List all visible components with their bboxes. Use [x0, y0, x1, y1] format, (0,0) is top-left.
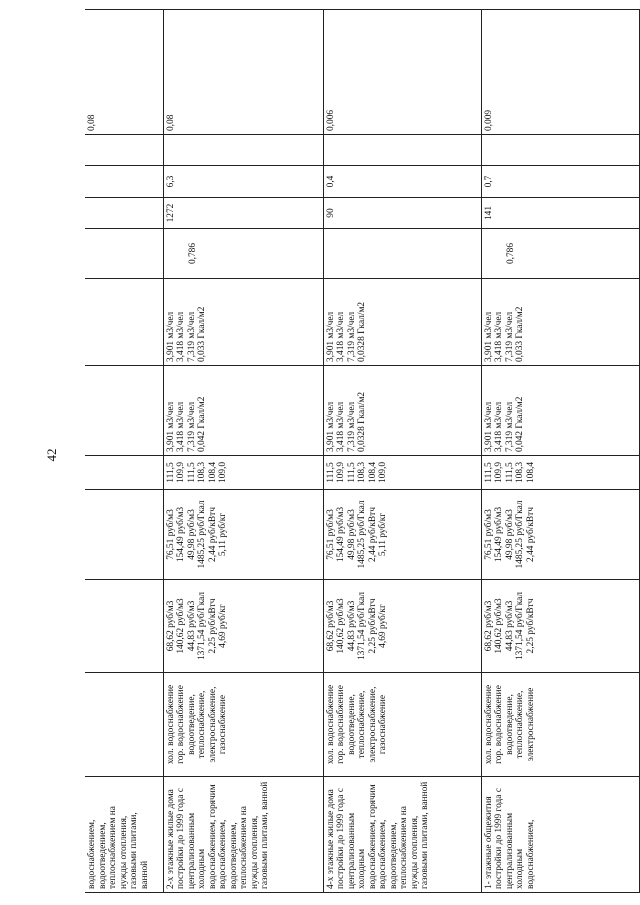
page-number: 42 [44, 448, 59, 462]
row-rate: 0,08 [163, 10, 323, 135]
row-rate: 0,08 [85, 10, 163, 135]
row-rate: 0,006 [323, 10, 481, 135]
row-count: 1272 [163, 198, 323, 229]
row-norms-1: 3,901 м3/чел 3,418 м3/чел 7,319 м3/чел 0,0328 Гкал/м2 [323, 366, 481, 456]
table-row-continued [85, 10, 163, 893]
row-description: 1- этажные общежития постройки до 1999 года с централизованным холодным водоснабжением, [481, 777, 640, 893]
row-norms-2: 3,901 м3/чел 3,418 м3/чел 7,319 м3/чел 0,033 Гкал/м2 [163, 279, 323, 366]
row-index: 111,5 109,9 111,5 108,3 108,4 109,0 [323, 456, 481, 490]
row-tariffs-1: 68,62 руб/м3 140,62 руб/м3 44,83 руб/м3 1371,54 руб/Гкал 2,25 руб/кВтч 4,69 руб/кг [323, 580, 481, 673]
row-norms-2: 3,901 м3/чел 3,418 м3/чел 7,319 м3/чел 0,033 Гкал/м2 [481, 279, 640, 366]
row-tariffs-1: 68,62 руб/м3 140,62 руб/м3 44,83 руб/м3 1371,54 руб/Гкал 2,25 руб/кВтч 4,69 руб/кг [163, 580, 323, 673]
row-tariffs-2: 76,51 руб/м3 154,49 руб/м3 49,98 руб/м3 1485,25 руб/Гкал 2,44 руб/кВтч 5,11 руб/кг [163, 490, 323, 580]
table-row [481, 10, 640, 893]
row-services: хол. водоснабжение гор. водоснабжение водоотведение, теплоснабжение, электроснабжение [481, 673, 640, 777]
row-index: 111,5 109,9 111,5 108,3 108,4 [481, 456, 640, 490]
row-coef: 0,786 [481, 229, 640, 279]
row-description: водоснабжением, водоотведением, теплоснабжением на нужды отопления, газовыми плитами, ванной [85, 777, 163, 893]
row-tariffs-2: 76,51 руб/м3 154,49 руб/м3 49,98 руб/м3 1485,25 руб/Гкал 2,44 руб/кВтч [481, 490, 640, 580]
table-row [163, 10, 323, 893]
row-description: 4-х этажные жилые дома постройки до 1999 года с централизованным холодным водоснабжением, горячим водоснабжением, водоотведением, теплоснабжением на нужды отопления, газовыми плитами, ванной [323, 777, 481, 893]
table-row [323, 10, 481, 893]
row-norms-2: 3,901 м3/чел 3,418 м3/чел 7,319 м3/чел 0,0328 Гкал/м2 [323, 279, 481, 366]
rotated-table-container [85, 10, 640, 893]
row-rate: 0,009 [481, 10, 640, 135]
row-norms-1: 3,901 м3/чел 3,418 м3/чел 7,319 м3/чел 0,042 Гкал/м2 [163, 366, 323, 456]
row-coef [323, 229, 481, 279]
row-index: 111,5 109,9 111,5 108,3 108,4 109,0 [163, 456, 323, 490]
row-description: 2-х этажные жилые дома постройки до 1999 года с централизованным холодным водоснабжением, горячим водоснабжением, водоотведением, теплоснабжением на нужды отопления, газовыми плитами, ванной [163, 777, 323, 893]
row-count: 90 [323, 198, 481, 229]
row-tariffs-1: 68,62 руб/м3 140,62 руб/м3 44,83 руб/м3 1371,54 руб/Гкал 2,25 руб/кВтч [481, 580, 640, 673]
row-value: 0,4 [323, 166, 481, 198]
row-coef: 0,786 [163, 229, 323, 279]
row-tariffs-2: 76,51 руб/м3 154,49 руб/м3 49,98 руб/м3 1485,25 руб/Гкал 2,44 руб/кВтч 5,11 руб/кг [323, 490, 481, 580]
row-value: 6,3 [163, 166, 323, 198]
tariff-table [85, 9, 640, 893]
row-services: хол. водоснабжение гор. водоснабжение водоотведение, теплоснабжение, электроснабжение, газоснабжение [163, 673, 323, 777]
row-services: хол. водоснабжение гор. водоснабжение водоотведение, теплоснабжение, электроснабжение, газоснабжение [323, 673, 481, 777]
row-norms-1: 3,901 м3/чел 3,418 м3/чел 7,319 м3/чел 0,042 Гкал/м2 [481, 366, 640, 456]
row-value: 0,7 [481, 166, 640, 198]
row-count: 141 [481, 198, 640, 229]
